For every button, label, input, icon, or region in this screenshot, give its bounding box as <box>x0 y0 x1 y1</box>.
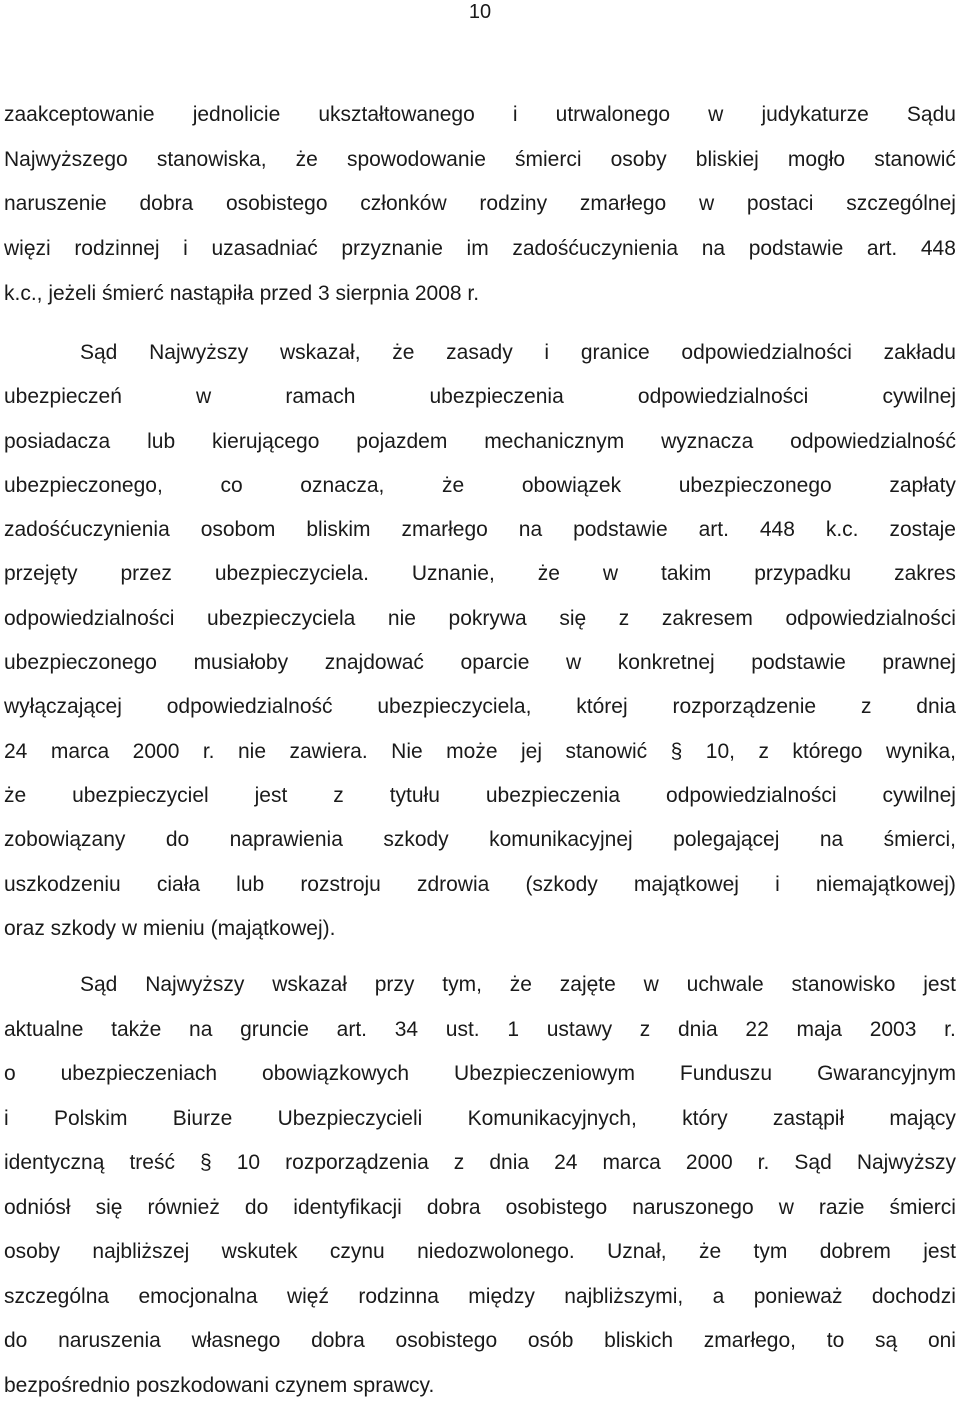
word: marca <box>50 740 110 763</box>
word: zawiera. <box>289 740 368 763</box>
word: Nie <box>391 740 423 763</box>
word: Najwyższy <box>145 973 245 996</box>
text-line <box>4 145 956 175</box>
word: 22 <box>745 1018 769 1041</box>
word: Sąd <box>80 341 118 364</box>
text-line <box>4 427 956 457</box>
text-line <box>4 648 956 678</box>
word: bliskim <box>306 518 371 541</box>
word: o <box>4 1062 16 1085</box>
word: ubezpieczeniach <box>60 1062 218 1085</box>
word: dobra <box>139 192 194 215</box>
word: bliskiej <box>695 148 759 171</box>
word: zadośćuczynienia <box>4 518 170 541</box>
word: przy <box>374 973 415 996</box>
word: śmierci <box>889 1196 956 1219</box>
word: ust. <box>445 1018 480 1041</box>
word: podstawie <box>573 518 668 541</box>
word: cywilnej <box>882 385 956 408</box>
word: zakresem <box>661 607 753 630</box>
text-line: k.c., jeżeli śmierć nastąpiła przed 3 sierpnia 2008 r. <box>4 282 480 305</box>
word: zadośćuczynienia <box>512 237 679 260</box>
word: zmarłego, <box>703 1329 796 1352</box>
word: co <box>220 474 243 497</box>
word: ubezpieczonego <box>4 651 157 674</box>
word: ciała <box>156 873 201 896</box>
word: dobrem <box>819 1240 891 1263</box>
text-line <box>4 781 956 811</box>
word: do <box>244 1196 269 1219</box>
word: ustawy <box>546 1018 613 1041</box>
word: cywilnej <box>882 784 956 807</box>
word: ramach <box>285 385 356 408</box>
word: naruszonego <box>632 1196 754 1219</box>
word: rodzinnej <box>74 237 160 260</box>
word: podstawie <box>748 237 844 260</box>
word: oparcie <box>460 651 530 674</box>
word: osoby <box>4 1240 61 1263</box>
word: zajęte <box>559 973 616 996</box>
word: i <box>512 103 518 126</box>
word: na <box>701 237 726 260</box>
word: śmierci, <box>883 828 956 851</box>
word: zakładu <box>883 341 956 364</box>
word: odpowiedzialności <box>681 341 852 364</box>
word: z <box>758 740 769 763</box>
word: art. <box>698 518 729 541</box>
word: rozporządzenia <box>285 1151 429 1174</box>
word: w <box>566 651 582 674</box>
word: szczególna <box>4 1285 110 1308</box>
word: rozporządzenie <box>672 695 817 718</box>
word: że <box>698 1240 722 1263</box>
word: art. <box>866 237 898 260</box>
word: takim <box>661 562 712 585</box>
text-line <box>4 970 956 1000</box>
word: w <box>643 973 659 996</box>
word: i <box>183 237 188 260</box>
word: oni <box>927 1329 956 1352</box>
text-line: oraz szkody w mieniu (majątkowej). <box>4 917 336 940</box>
word: ubezpieczyciela. <box>214 562 369 585</box>
word: zaakceptowanie <box>4 103 155 126</box>
word: osobom <box>200 518 276 541</box>
word: rozstroju <box>300 873 381 896</box>
word: że <box>392 341 415 364</box>
word: Gwarancyjnym <box>817 1062 956 1085</box>
word: tym <box>753 1240 788 1263</box>
word: którego <box>792 740 863 763</box>
text-line <box>4 604 956 634</box>
word: niedozwolonego. <box>417 1240 575 1263</box>
word: nie <box>237 740 267 763</box>
word: zdrowia <box>416 873 490 896</box>
text-line <box>4 234 956 264</box>
word: na <box>819 828 844 851</box>
word: judykaturze <box>761 103 869 126</box>
word: utrwalonego <box>555 103 671 126</box>
word: naruszenia <box>58 1329 161 1352</box>
word: są <box>875 1329 898 1352</box>
word: Najwyższy <box>856 1151 956 1174</box>
word: majątkowej <box>633 873 739 896</box>
word: wyłączającej <box>4 695 122 718</box>
text-line <box>4 1148 956 1178</box>
word: identyczną <box>4 1151 105 1174</box>
word: a <box>712 1285 725 1308</box>
word: odniósł <box>4 1196 71 1219</box>
word: rodziny <box>479 192 548 215</box>
word: najbliższymi, <box>564 1285 684 1308</box>
word: Funduszu <box>679 1062 773 1085</box>
word: podstawie <box>751 651 846 674</box>
word: więź <box>286 1285 329 1308</box>
word: mogło <box>787 148 846 171</box>
text-line <box>4 1237 956 1267</box>
word: nie <box>387 607 416 630</box>
text-line <box>4 100 956 130</box>
word: przypadku <box>754 562 852 585</box>
text-line <box>4 825 956 855</box>
word: emocjonalna <box>138 1285 258 1308</box>
word: również <box>147 1196 220 1219</box>
word: maja <box>796 1018 842 1041</box>
word: że <box>442 474 465 497</box>
word: konkretnej <box>617 651 715 674</box>
word: się <box>95 1196 123 1219</box>
word: własnego <box>191 1329 281 1352</box>
word: do <box>4 1329 28 1352</box>
word: dobra <box>426 1196 481 1219</box>
word: jest <box>923 1240 956 1263</box>
word: lub <box>147 430 176 453</box>
word: dochodzi <box>871 1285 956 1308</box>
text-line <box>4 1104 956 1134</box>
text-line <box>4 1059 956 1089</box>
word: polegającej <box>673 828 780 851</box>
word: zastąpił <box>772 1107 845 1130</box>
word: 1 <box>507 1018 520 1041</box>
word: stanowisko <box>791 973 896 996</box>
word: przejęty <box>4 562 78 585</box>
text-line <box>4 515 956 545</box>
word: 24 <box>554 1151 578 1174</box>
word: jednolicie <box>192 103 281 126</box>
word: k.c. <box>825 518 859 541</box>
word: między <box>468 1285 535 1308</box>
word: stanowić <box>565 740 648 763</box>
word: Najwyższy <box>149 341 249 364</box>
word: osobistego <box>505 1196 608 1219</box>
word: Uznał, <box>607 1240 667 1263</box>
word: wskutek <box>221 1240 298 1263</box>
word: przez <box>120 562 172 585</box>
word: także <box>111 1018 162 1041</box>
word: postaci <box>746 192 814 215</box>
word: i <box>775 873 780 896</box>
word: oznacza, <box>300 474 385 497</box>
text-line <box>4 1326 956 1356</box>
word: komunikacyjnej <box>489 828 633 851</box>
word: ubezpieczonego, <box>4 474 163 497</box>
word: niemajątkowej) <box>815 873 956 896</box>
word: Ubezpieczycieli <box>277 1107 423 1130</box>
word: odpowiedzialności <box>666 784 837 807</box>
word: z <box>453 1151 465 1174</box>
word: szkody <box>383 828 449 851</box>
word: w <box>602 562 619 585</box>
word: z <box>639 1018 651 1041</box>
word: rodzinna <box>358 1285 439 1308</box>
text-line <box>4 737 956 767</box>
text-line <box>4 338 956 368</box>
text-line <box>4 559 956 589</box>
word: r. <box>944 1018 956 1041</box>
word: że <box>509 973 532 996</box>
word: pokrywa <box>448 607 527 630</box>
word: 10 <box>236 1151 261 1174</box>
word: (szkody <box>525 873 598 896</box>
word: Biurze <box>172 1107 233 1130</box>
word: wyznacza <box>661 430 754 453</box>
text-line <box>4 870 956 900</box>
word: zapłaty <box>889 474 956 497</box>
word: Sądu <box>906 103 956 126</box>
word: jest <box>923 973 956 996</box>
word: w <box>708 103 724 126</box>
word: osobistego <box>225 192 328 215</box>
word: że <box>295 148 318 171</box>
word: odpowiedzialności <box>4 607 175 630</box>
word: 34 <box>394 1018 419 1041</box>
word: § <box>200 1151 212 1174</box>
word: naruszenie <box>4 192 107 215</box>
word: tytułu <box>389 784 440 807</box>
word: zostaje <box>889 518 956 541</box>
word: § <box>670 740 683 763</box>
word: i <box>544 341 550 364</box>
word: osobistego <box>395 1329 498 1352</box>
word: uszkodzeniu <box>4 873 121 896</box>
word: uzasadniać <box>211 237 318 260</box>
word: osoby <box>610 148 667 171</box>
word: kierującego <box>212 430 320 453</box>
word: Najwyższego <box>4 148 128 171</box>
word: 2000 <box>132 740 180 763</box>
word: stanowiska, <box>156 148 267 171</box>
word: osób <box>527 1329 574 1352</box>
word: ubezpieczyciela, <box>377 695 532 718</box>
word: stanowić <box>874 148 956 171</box>
word: ubezpieczyciel <box>72 784 209 807</box>
word: to <box>826 1329 845 1352</box>
word: znajdować <box>324 651 424 674</box>
word: obowiązek <box>521 474 622 497</box>
word: w <box>196 385 212 408</box>
word: ukształtowanego <box>318 103 475 126</box>
word: Sąd <box>80 973 118 996</box>
word: na <box>518 518 543 541</box>
word: im <box>466 237 489 260</box>
text-line <box>4 692 956 722</box>
page-number: 10 <box>468 1 492 23</box>
word: z <box>618 607 630 630</box>
word: Sąd <box>794 1151 832 1174</box>
word: 2000 <box>685 1151 733 1174</box>
word: przyznanie <box>341 237 443 260</box>
word: której <box>576 695 628 718</box>
word: jej <box>520 740 542 763</box>
word: szczególnej <box>846 192 956 215</box>
word: Polskim <box>53 1107 128 1130</box>
word: dnia <box>916 695 956 718</box>
word: odpowiedzialność <box>166 695 333 718</box>
word: Komunikacyjnych, <box>467 1107 637 1130</box>
word: ubezpieczonego <box>678 474 832 497</box>
text-line <box>4 1193 956 1223</box>
word: 2003 <box>869 1018 917 1041</box>
word: zmarłego <box>579 192 667 215</box>
word: Uznanie, <box>411 562 495 585</box>
word: naprawienia <box>229 828 343 851</box>
word: w <box>778 1196 794 1219</box>
word: wskazał <box>272 973 347 996</box>
word: jest <box>254 784 288 807</box>
word: wskazał, <box>280 341 361 364</box>
word: ponieważ <box>753 1285 843 1308</box>
word: ubezpieczenia <box>429 385 564 408</box>
word: ubezpieczyciela <box>207 607 356 630</box>
text-line <box>4 189 956 219</box>
word: dobra <box>311 1329 365 1352</box>
word: 10, <box>705 740 735 763</box>
word: r. <box>202 740 215 763</box>
word: zmarłego <box>401 518 488 541</box>
text-line <box>4 471 956 501</box>
word: lub <box>236 873 265 896</box>
word: posiadacza <box>4 430 111 453</box>
word: na <box>189 1018 213 1041</box>
word: więzi <box>4 237 51 260</box>
word: odpowiedzialność <box>790 430 956 453</box>
word: razie <box>818 1196 865 1219</box>
word: marca <box>602 1151 661 1174</box>
word: spowodowanie <box>346 148 486 171</box>
word: ubezpieczenia <box>485 784 621 807</box>
word: członków <box>360 192 447 215</box>
word: zobowiązany <box>4 828 126 851</box>
text-line <box>4 1015 956 1045</box>
word: 448 <box>759 518 795 541</box>
word: z <box>333 784 344 807</box>
word: że <box>537 562 560 585</box>
word: dnia <box>489 1151 530 1174</box>
word: obowiązkowych <box>262 1062 410 1085</box>
word: odpowiedzialności <box>637 385 809 408</box>
word: że <box>4 784 27 807</box>
word: tym, <box>442 973 482 996</box>
word: pojazdem <box>356 430 448 453</box>
word: odpowiedzialności <box>785 607 956 630</box>
word: z <box>860 695 872 718</box>
word: gruncie <box>240 1018 309 1041</box>
word: musiałoby <box>193 651 289 674</box>
word: śmierci <box>515 148 582 171</box>
word: 448 <box>920 237 956 260</box>
word: dnia <box>678 1018 718 1041</box>
word: uchwale <box>686 973 764 996</box>
word: zakres <box>894 562 956 585</box>
word: może <box>446 740 498 763</box>
word: Ubezpieczeniowym <box>454 1062 635 1085</box>
text-line: bezpośrednio poszkodowani czynem sprawcy. <box>4 1374 435 1397</box>
word: ubezpieczeń <box>4 385 122 408</box>
word: zasady <box>446 341 513 364</box>
word: 24 <box>4 740 28 763</box>
word: art. <box>336 1018 368 1041</box>
word: r. <box>757 1151 770 1174</box>
word: granice <box>580 341 650 364</box>
word: się <box>559 607 587 630</box>
word: mający <box>889 1107 956 1130</box>
word: identyfikacji <box>293 1196 402 1219</box>
word: bliskich <box>604 1329 674 1352</box>
word: prawnej <box>882 651 956 674</box>
word: czynu <box>329 1240 385 1263</box>
word: mechanicznym <box>484 430 625 453</box>
word: w <box>698 192 715 215</box>
text-line <box>4 1282 956 1312</box>
word: treść <box>129 1151 175 1174</box>
word: do <box>165 828 190 851</box>
word: aktualne <box>4 1018 84 1041</box>
word: który <box>682 1107 728 1130</box>
text-line <box>4 382 956 412</box>
word: najbliższej <box>92 1240 190 1263</box>
word: i <box>4 1107 9 1130</box>
word: wynika, <box>885 740 956 763</box>
